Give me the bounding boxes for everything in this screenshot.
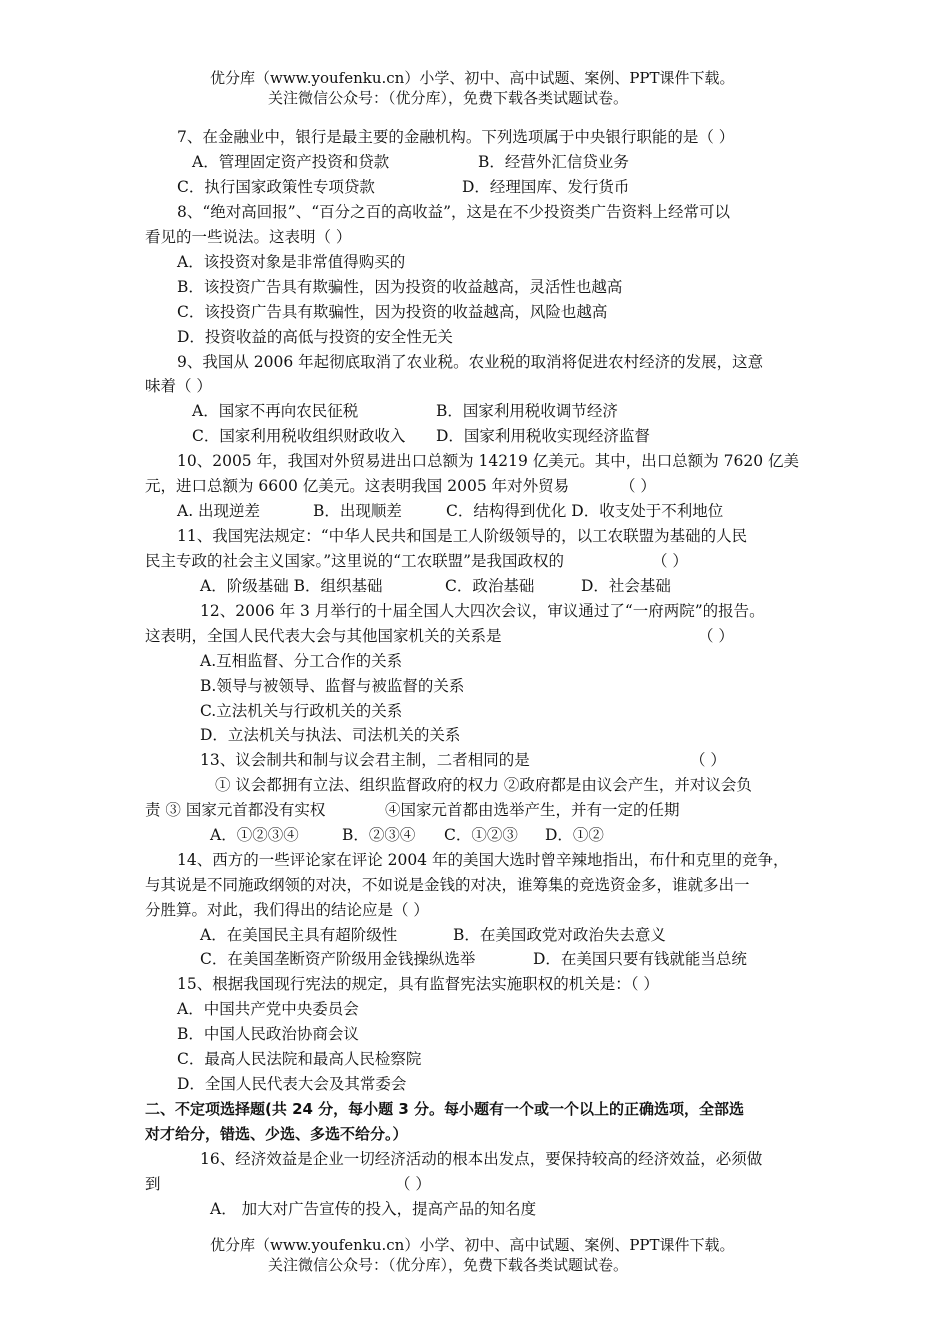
q12-option-d: D．立法机关与执法、司法机关的关系 xyxy=(200,726,461,744)
question-12: 12、2006 年 3 月举行的十届全国人大四次会议，审议通过了“一府两院”的报告。 xyxy=(200,602,765,620)
question-11: 11、我国宪法规定：“中华人民共和国是工人阶级领导的，以工农联盟为基础的人民 xyxy=(177,527,748,545)
q11-option-d: D．社会基础 xyxy=(581,577,671,595)
q15-option-b: B．中国人民政治协商会议 xyxy=(177,1025,359,1043)
q9-option-a: A．国家不再向农民征税 xyxy=(192,402,359,420)
q10-answer-paren: （ ） xyxy=(620,477,656,495)
q15-option-a: A．中国共产党中央委员会 xyxy=(177,1000,359,1018)
question-14-cont-1: 与其说是不同施政纲领的对决，不如说是金钱的对决，谁筹集的竞选资金多，谁就多出一 xyxy=(145,876,750,894)
q9-option-d: D．国家利用税收实现经济监督 xyxy=(436,427,650,445)
q11-option-ab: A．阶级基础 B．组织基础 xyxy=(200,577,383,595)
q14-option-b: B．在美国政党对政治失去意义 xyxy=(453,926,666,944)
q7-option-c: C．执行国家政策性专项贷款 xyxy=(177,178,375,196)
q8-option-d: D．投资收益的高低与投资的安全性无关 xyxy=(177,328,453,346)
q13-option-b: B．②③④ xyxy=(342,826,416,844)
q14-option-a: A．在美国民主具有超阶级性 xyxy=(200,926,398,944)
question-8: 8、“绝对高回报”、“百分之百的高收益”，这是在不少投资类广告资料上经常可以 xyxy=(177,203,731,221)
q14-option-c: C．在美国垄断资产阶级用金钱操纵选举 xyxy=(200,950,476,968)
question-7: 7、在金融业中，银行是最主要的金融机构。下列选项属于中央银行职能的是（ ） xyxy=(177,128,735,146)
q10-option-cd: C．结构得到优化 D．收支处于不利地位 xyxy=(446,502,724,520)
q12-option-c: C.立法机关与行政机关的关系 xyxy=(200,702,403,720)
q7-option-d: D．经理国库、发行货币 xyxy=(462,178,630,196)
q13-option-c: C．①②③ xyxy=(444,826,518,844)
q8-option-a: A．该投资对象是非常值得购买的 xyxy=(177,253,406,271)
q13-statements: ① 议会都拥有立法、组织监督政府的权力 ②政府都是由议会产生，并对议会负 xyxy=(215,776,752,794)
section-2-heading-cont: 对才给分，错选、少选、多选不给分。） xyxy=(145,1125,408,1143)
q8-option-b: B．该投资广告具有欺骗性，因为投资的收益越高，灵活性也越高 xyxy=(177,278,623,296)
question-16: 16、经济效益是企业一切经济活动的根本出发点，要保持较高的经济效益，必须做 xyxy=(200,1150,763,1168)
q10-option-a: A. 出现逆差 xyxy=(177,502,261,520)
q13-option-d: D．①② xyxy=(545,826,604,844)
q15-option-d: D．全国人民代表大会及其常委会 xyxy=(177,1075,407,1093)
question-10: 10、2005 年，我国对外贸易进出口总额为 14219 亿美元。其中，出口总额为 7620 亿美 xyxy=(177,452,800,470)
footer-line-1: 优分库（www.youfenku.cn）小学、初中、高中试题、案例、PPT课件下载。 xyxy=(210,1236,735,1254)
q13-statements-cont: 责 ③ 国家元首都没有实权 xyxy=(145,801,326,819)
q10-option-b: B．出现顺差 xyxy=(313,502,402,520)
q13-statement-4: ④国家元首都由选举产生，并有一定的任期 xyxy=(385,801,680,819)
q13-option-a: A．①②③④ xyxy=(210,826,299,844)
q8-option-c: C．该投资广告具有欺骗性，因为投资的收益越高，风险也越高 xyxy=(177,303,608,321)
footer-line-2: 关注微信公众号：（优分库），免费下载各类试题试卷。 xyxy=(268,1256,629,1274)
question-14-cont-2: 分胜算。对此，我们得出的结论应是（ ） xyxy=(145,901,429,919)
q9-option-b: B．国家利用税收调节经济 xyxy=(436,402,618,420)
q11-option-c: C．政治基础 xyxy=(445,577,535,595)
q12-option-a: A.互相监督、分工合作的关系 xyxy=(200,652,403,670)
question-10-cont: 元，进口总额为 6600 亿美元。这表明我国 2005 年对外贸易 xyxy=(145,477,570,495)
question-8-cont: 看见的一些说法。这表明（ ） xyxy=(145,228,352,246)
question-14: 14、西方的一些评论家在评论 2004 年的美国大选时曾辛辣地指出，布什和克里的竞争， xyxy=(177,851,789,869)
question-16-cont: 到 xyxy=(145,1175,161,1193)
header-line-1: 优分库（www.youfenku.cn）小学、初中、高中试题、案例、PPT课件下载。 xyxy=(210,69,735,87)
q12-option-b: B.领导与被领导、监督与被监督的关系 xyxy=(200,677,465,695)
q11-answer-paren: （ ） xyxy=(652,552,688,570)
question-9-cont: 味着（ ） xyxy=(145,377,212,395)
q15-option-c: C．最高人民法院和最高人民检察院 xyxy=(177,1050,422,1068)
q7-option-b: B．经营外汇信贷业务 xyxy=(478,153,629,171)
question-11-cont: 民主专政的社会主义国家。”这里说的“工农联盟”是我国政权的 xyxy=(145,552,565,570)
q16-option-a: A． 加大对广告宣传的投入，提高产品的知名度 xyxy=(210,1200,537,1218)
q9-option-c: C．国家利用税收组织财政收入 xyxy=(192,427,406,445)
q13-answer-paren: （ ） xyxy=(690,751,726,769)
section-2-heading: 二、不定项选择题(共 24 分，每小题 3 分。每小题有一个或一个以上的正确选项，全部选 xyxy=(145,1100,745,1118)
question-9: 9、我国从 2006 年起彻底取消了农业税。农业税的取消将促进农村经济的发展，这意 xyxy=(177,353,764,371)
question-13: 13、议会制共和制与议会君主制，二者相同的是 xyxy=(200,751,530,769)
question-15: 15、根据我国现行宪法的规定，具有监督宪法实施职权的机关是：（ ） xyxy=(177,975,659,993)
q16-answer-paren: （ ） xyxy=(395,1175,431,1193)
question-12-cont: 这表明，全国人民代表大会与其他国家机关的关系是 xyxy=(145,627,502,645)
q7-option-a: A．管理固定资产投资和贷款 xyxy=(192,153,390,171)
header-line-2: 关注微信公众号：（优分库），免费下载各类试题试卷。 xyxy=(268,89,629,107)
q12-answer-paren: （ ） xyxy=(698,627,734,645)
q14-option-d: D．在美国只要有钱就能当总统 xyxy=(533,950,747,968)
